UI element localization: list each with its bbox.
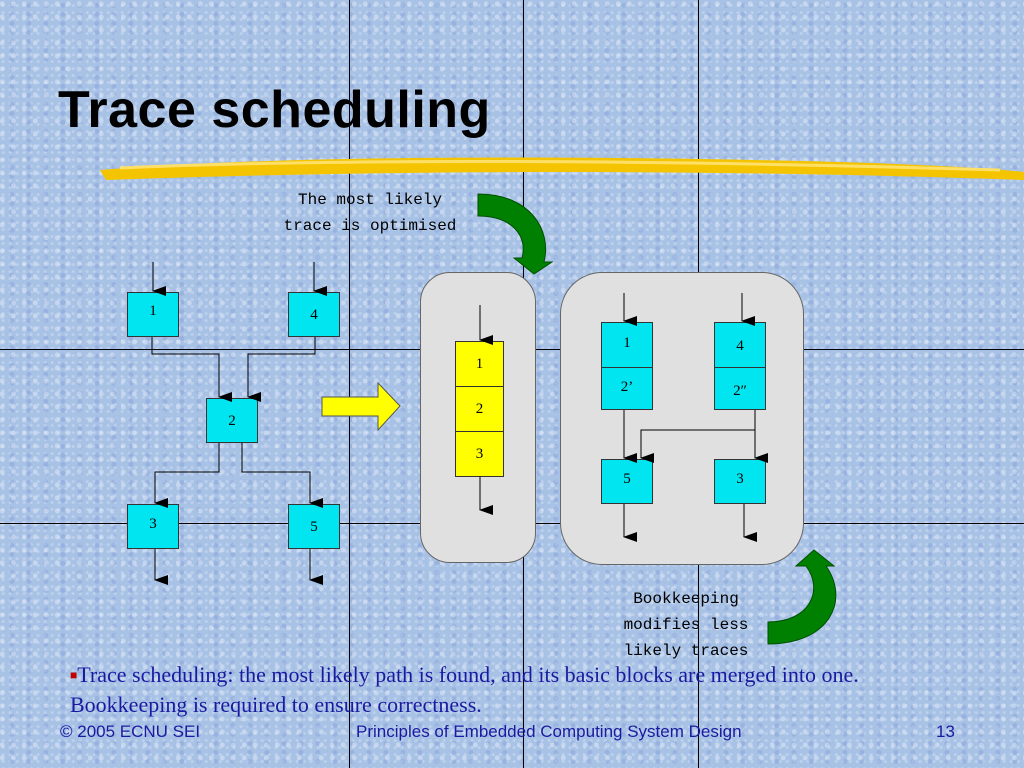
footer-page-number: 13 xyxy=(936,722,955,741)
curved-arrow-icon xyxy=(768,550,836,644)
bullet-point xyxy=(70,660,950,720)
basic-block-4: 4 xyxy=(288,292,340,337)
caption-bookkeeping: Bookkeeping modifies less likely traces xyxy=(623,590,749,660)
right-arrow-icon xyxy=(322,383,400,430)
basic-block-1: 1 xyxy=(127,292,179,337)
trace-block-3: 3 xyxy=(455,431,504,477)
bookkeeping-block-4-2doubleprime xyxy=(714,322,766,410)
bullet-text: Trace scheduling: the most likely path is found, and its basic blocks are merged into one. Bookkeeping is required to ensure correctness. xyxy=(70,662,859,717)
block-divider xyxy=(715,367,765,368)
basic-block-3: 3 xyxy=(127,504,179,549)
basic-block-5: 5 xyxy=(288,504,340,549)
footer-course-title: Principles of Embedded Computing System Design xyxy=(356,722,742,741)
block-label-1: 1 xyxy=(623,335,631,351)
caption-most-likely-trace: The most likely trace is optimised xyxy=(283,191,457,235)
bookkeeping-block-5: 5 xyxy=(601,459,653,504)
bookkeeping-block-1-2prime xyxy=(601,322,653,410)
slide-title: Trace scheduling xyxy=(58,81,491,139)
trace-block-1: 1 xyxy=(455,341,504,387)
block-label-2-double-prime: 2″ xyxy=(733,383,747,399)
highlighter-stroke xyxy=(100,150,1024,186)
block-label-4: 4 xyxy=(736,338,744,354)
bookkeeping-panel xyxy=(560,272,804,565)
bullet-square-icon: ■ xyxy=(70,668,78,682)
block-label-2-prime: 2’ xyxy=(620,379,634,395)
bookkeeping-block-3: 3 xyxy=(714,459,766,504)
footer-copyright: © 2005 ECNU SEI xyxy=(60,722,201,741)
trace-block-2: 2 xyxy=(455,386,504,432)
basic-block-2: 2 xyxy=(206,398,258,443)
block-divider xyxy=(602,367,652,368)
curved-arrow-icon xyxy=(478,194,552,274)
